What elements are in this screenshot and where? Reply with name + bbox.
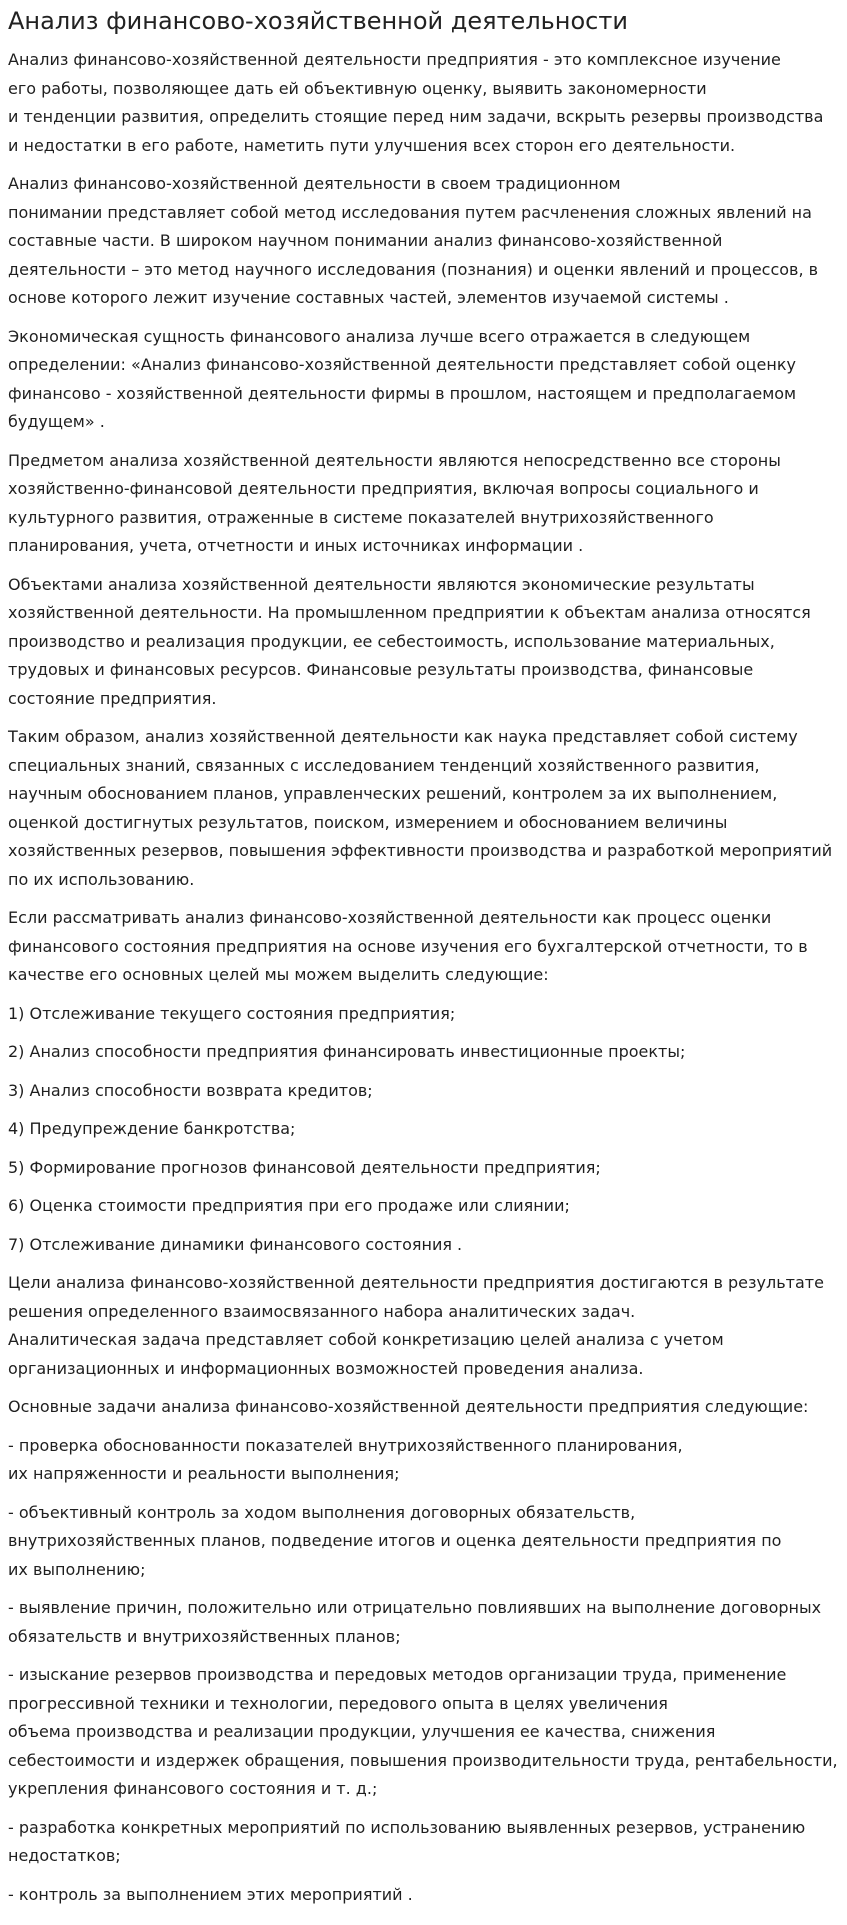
paragraph: Объектами анализа хозяйственной деятельности являются экономические результаты хозяйственной деятельности. На промышленном предприятии к объектам анализа относятся производство и реализация продукции, ее себестоимость, использование материальных, трудовых и финансовых ресурсов. Финансовые результаты производства, финансовые состояние предприятия.	[8, 574, 811, 708]
paragraph: Экономическая сущность финансового анализа лучше всего отражается в следующем определении: «Анализ финансово-хозяйственной деятельности представляет собой оценку финансово - хозяйственной деятельности фирмы в прошлом, настоящем и предполагаемом будущем» .	[8, 326, 797, 431]
paragraph: 4) Предупреждение банкротства;	[8, 1119, 296, 1138]
paragraph: Если рассматривать анализ финансово-хозяйственной деятельности как процесс оценки финансового состояния предприятия на основе изучения его бухгалтерской отчетности, то в качестве его основных целей мы можем выделить следующие:	[8, 908, 808, 984]
paragraph: Предметом анализа хозяйственной деятельности являются непосредственно все стороны хозяйственно-финансовой деятельности предприятия, включая вопросы социального и культурного развития, отраженные в системе показателей внутрихозяйственного планирования, учета, отчетности и иных источниках информации .	[8, 450, 781, 555]
paragraph: Анализ финансово-хозяйственной деятельности предприятия - это комплексное изучение его работы, позволяющее дать ей объективную оценку, выявить закономерности и тенденции развития, определить стоящие перед ним задачи, вскрыть резервы производства и недостатки в его работе, наметить пути улучшения всех сторон его деятельности.	[8, 50, 824, 155]
paragraph: Цели анализа финансово-хозяйственной деятельности предприятия достигаются в результате решения определенного взаимосвязанного набора аналитических задач. Аналитическая задача представляет собой конкретизацию целей анализа с учетом организационных и информационных возможностей проведения анализа.	[8, 1273, 824, 1378]
paragraph: Таким образом, анализ хозяйственной деятельности как наука представляет собой систему специальных знаний, связанных с исследованием тенденций хозяйственного развития, научным обоснованием планов, управленческих решений, контролем за их выполнением, оценкой достигнутых результатов, поиском, измерением и обоснованием величины хозяйственных резервов, повышения эффективности производства и разработкой мероприятий по их использованию.	[8, 727, 833, 889]
document-body	[8, 46, 839, 1909]
paragraph: 1) Отслеживание текущего состояния предприятия;	[8, 1003, 456, 1023]
paragraph: 3) Анализ способности возврата кредитов;	[8, 1080, 373, 1100]
paragraph: 6) Оценка стоимости предприятия при его продаже или слиянии;	[8, 1196, 570, 1215]
paragraph: 5) Формирование прогнозов финансовой деятельности предприятия;	[8, 1157, 601, 1177]
paragraph: - проверка обоснованности показателей внутрихозяйственного планирования, их напряженности и реальности выполнения;	[8, 1435, 683, 1483]
paragraph: - выявление причин, положительно или отрицательно повлиявших на выполнение договорных обязательств и внутрихозяйственных планов;	[8, 1598, 822, 1646]
paragraph: 7) Отслеживание динамики финансового состояния .	[8, 1234, 463, 1254]
paragraph: - изыскание резервов производства и передовых методов организации труда, применение прогрессивной техники и технологии, передового опыта в целях увеличения объема производства и реализации продукции, улучшения ее качества, снижения себестоимости и издержек обращения, повышения производительности труда, рентабельности, укрепления финансового состояния и т. д.;	[8, 1665, 838, 1798]
paragraph: - контроль за выполнением этих мероприятий .	[8, 1884, 413, 1904]
paragraph: - разработка конкретных мероприятий по использованию выявленных резервов, устранению недостатков;	[8, 1817, 806, 1865]
paragraph: - объективный контроль за ходом выполнения договорных обязательств, внутрихозяйственных планов, подведение итогов и оценка деятельности предприятия по их выполнению;	[8, 1502, 782, 1579]
paragraph: Анализ финансово-хозяйственной деятельности в своем традиционном понимании представляет собой метод исследования путем расчленения сложных явлений на составные части. В широком научном понимании анализ финансово-хозяйственной деятельности – это метод научного исследования (познания) и оценки явлений и процессов, в основе которого лежит изучение составных частей, элементов изучаемой системы .	[8, 174, 819, 307]
paragraph: Основные задачи анализа финансово-хозяйственной деятельности предприятия следующие:	[8, 1397, 809, 1416]
page-title: Анализ финансово-хозяйственной деятельности	[8, 7, 628, 35]
paragraph: 2) Анализ способности предприятия финансировать инвестиционные проекты;	[8, 1042, 686, 1061]
